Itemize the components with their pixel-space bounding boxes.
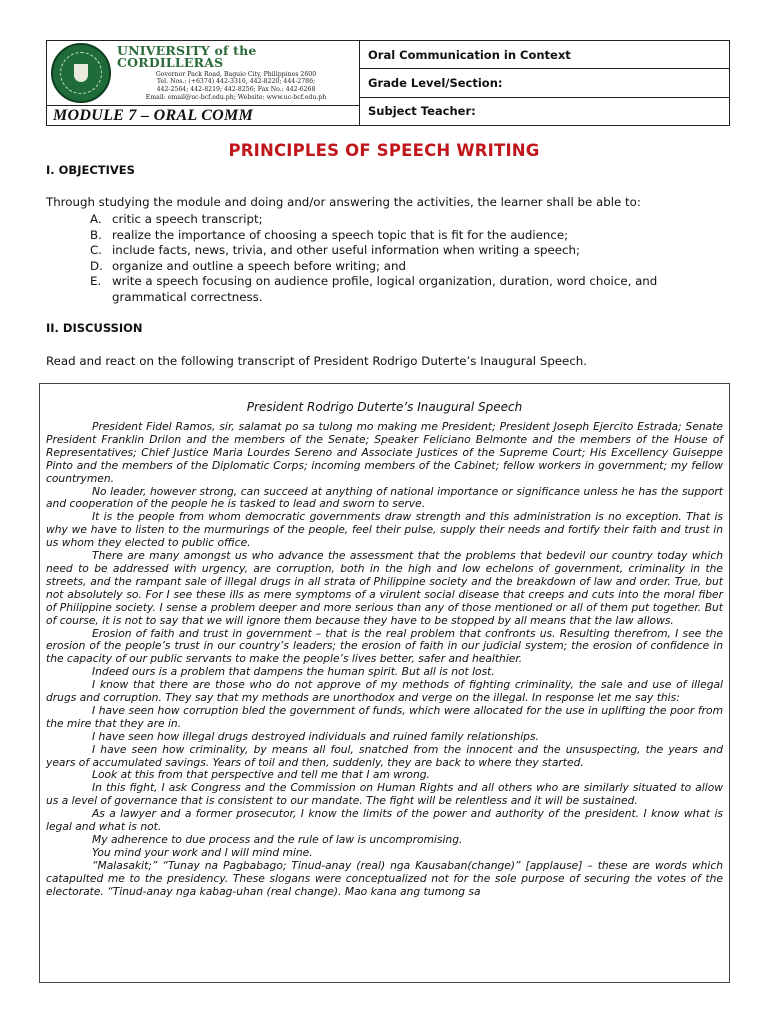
objectives-intro: Through studying the module and doing and/or answering the activities, the learner shall be able to:: [46, 195, 641, 209]
transcript-paragraph: There are many amongst us who advance the assessment that the problems that bedevil our country today which need to be addressed with urgency, are corruption, both in the high and low echelons of government, criminality in the streets, and the rampant sale of illegal drugs in all strata of Philippine society and the breakdown of law and order. True, but not absolutely so. For I see these ills as mere symptoms of a virulent social disease that creeps and cuts into the moral fiber of Philippine society. I sense a problem deeper and more serious than any of those mentioned or all of them put together. But of course, it is not to say that we will ignore them because they have to be stopped by all means that the law allows.: [46, 549, 723, 627]
transcript-paragraph: As a lawyer and a former prosecutor, I know the limits of the power and authority of the president. I know what is legal and what is not.: [46, 807, 723, 834]
list-item: A. critic a speech transcript;: [90, 212, 263, 226]
transcript-paragraph: Erosion of faith and trust in government – that is the real problem that confronts us. Resulting therefrom, I see the erosion of the people’s trust in our country’s leaders; the erosion of faith in our judicial system; the erosion of confidence in the capacity of our public servants to make the people’s lives better, safer and healthier.: [46, 626, 723, 666]
brand-text: [117, 42, 355, 102]
transcript-paragraph: “Malasakit;” “Tunay na Pagbabago; Tinud-anay (real) nga Kausaban(change)” [applause] – these are words which catapulted me to the presidency. These slogans were conceptualized not for the sole purpose of securing the votes of the electorate. “Tinud-anay nga kabag-uhan (real change). Mao kana ang tumong sa: [46, 858, 723, 898]
list-item: D. organize and outline a speech before writing; and: [90, 258, 406, 273]
transcript-paragraph: You mind your work and I will mind mine.: [92, 845, 313, 859]
transcript-title: President Rodrigo Duterte’s Inaugural Speech: [246, 400, 523, 414]
subject-name: Oral Communication in Context: [360, 41, 729, 69]
discussion-intro: Read and react on the following transcript of President Rodrigo Duterte’s Inaugural Speech.: [46, 354, 588, 368]
list-item: C. include facts, news, trivia, and other useful information when writing a speech;: [90, 243, 580, 258]
transcript-paragraph: Indeed ours is a problem that dampens the human spirit. But all is not lost.: [92, 665, 495, 679]
list-item: B. realize the importance of choosing a speech topic that is fit for the audience;: [90, 227, 569, 242]
transcript-paragraph: Look at this from that perspective and tell me that I am wrong.: [92, 768, 430, 782]
transcript-paragraph: In this fight, I ask Congress and the Commission on Human Rights and all others who are similarly situated to allow us a level of governance that is consistent to our mandate. The fight will be relentless and it will be sustained.: [46, 781, 723, 808]
list-item: E. write a speech focusing on audience profile, logical organization, duration, word choice, and grammatical correctness.: [90, 274, 658, 304]
university-seal-icon: [51, 43, 111, 103]
transcript-body: [46, 421, 723, 899]
transcript-paragraph: No leader, however strong, can succeed at anything of national importance or significance unless he has the support and cooperation of the people he is tasked to lead and sworn to serve.: [46, 484, 723, 511]
module-label: MODULE 7 – ORAL COMM: [53, 106, 254, 124]
grade-level-field: Grade Level/Section:: [360, 69, 729, 97]
transcript-paragraph: I know that there are those who do not approve of my methods of fighting criminality, the sale and use of illegal drugs and corruption. They say that my methods are unorthodox and verge on the illegal. In response let me say this:: [46, 678, 723, 705]
transcript-paragraph: I have seen how illegal drugs destroyed individuals and ruined family relationships.: [92, 729, 539, 743]
objectives-list: [90, 212, 730, 306]
speech-transcript-box: [39, 383, 730, 983]
subject-teacher-field: Subject Teacher:: [368, 104, 476, 119]
header-left: [47, 41, 360, 125]
discussion-heading: II. DISCUSSION: [46, 321, 143, 335]
transcript-paragraph: President Fidel Ramos, sir, salamat po sa tulong mo making me President; President Joseph Ejercito Estrada; Senate President Franklin Drilon and the members of the Senate; Speaker Feliciano Belmonte and the members of the House of Representatives; Chief Justice Maria Lourdes Sereno and Associate Justices of the Supreme Court; His Excellency Guiseppe Pinto and the members of the Diplomatic Corps; incoming members of the Cabinet; fellow workers in government; my fellow countrymen.: [46, 420, 723, 485]
module-header: [46, 40, 730, 126]
transcript-paragraph: My adherence to due process and the rule of law is uncompromising.: [92, 833, 463, 846]
transcript-paragraph: I have seen how corruption bled the government of funds, which were allocated for the use in uplifting the poor from the mire that they are in.: [46, 703, 723, 730]
transcript-paragraph: It is the people from whom democratic governments draw strength and this administration is no exception. That is why we have to listen to the murmurings of the people, feel their pulse, supply their needs and fortify their faith and trust in us whom they elected to public office.: [46, 510, 723, 550]
page-title: PRINCIPLES OF SPEECH WRITING: [228, 141, 540, 160]
transcript-paragraph: I have seen how criminality, by means all foul, snatched from the innocent and the unsuspecting, the years and years of accumulated savings. Years of toil and then, suddenly, they are back to where they started.: [46, 742, 723, 769]
university-brand: [47, 41, 359, 106]
objectives-heading: I. OBJECTIVES: [46, 163, 135, 177]
university-name: UNIVERSITY of the CORDILLERAS: [117, 42, 257, 70]
header-right: [360, 41, 729, 125]
university-address: Governor Pack Road, Baguio City, Philippines 2600 Tel. Nos.: (+6374) 442-3316, 442-8220; 444-2786; 442-2564; 442-8219; 442-8256; Fax No.: 442-6268 Email: email@uc-bcf.edu.ph; Website: www.uc-bcf.edu.ph: [145, 70, 327, 101]
